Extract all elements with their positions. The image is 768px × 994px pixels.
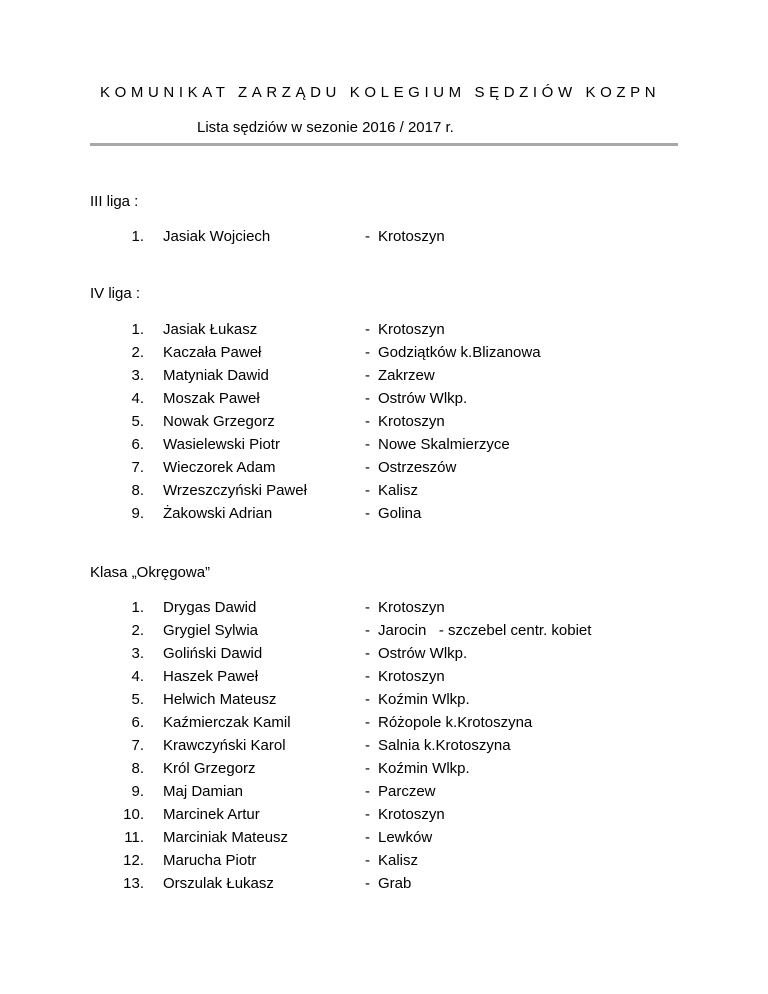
entry-number: 6. <box>131 436 144 453</box>
referee-name: Nowak Grzegorz <box>163 413 275 430</box>
location-text: Kalisz <box>378 852 419 869</box>
section-heading-iv-liga: IV liga : <box>90 285 141 302</box>
referee-name: Wieczorek Adam <box>163 459 276 476</box>
location-text: Krotoszyn <box>378 668 445 685</box>
entry-number: 3. <box>131 367 144 384</box>
referee-location <box>365 829 432 846</box>
list-item <box>0 622 768 645</box>
referee-name: Moszak Paweł <box>163 390 260 407</box>
list-item <box>0 482 768 505</box>
location-text: Krotoszyn <box>378 413 445 430</box>
entry-number: 4. <box>131 390 144 407</box>
list-item <box>0 806 768 829</box>
location-text: Kalisz <box>378 482 419 499</box>
location-text: Nowe Skalmierzyce <box>378 436 510 453</box>
referee-location <box>365 691 470 708</box>
referee-list-iv-liga <box>0 321 768 528</box>
list-item <box>0 321 768 344</box>
dash-separator: - <box>365 806 370 823</box>
entry-number: 3. <box>131 645 144 662</box>
dash-separator: - <box>365 367 370 384</box>
referee-name: Grygiel Sylwia <box>163 622 259 639</box>
list-item <box>0 737 768 760</box>
referee-location <box>365 714 532 731</box>
list-item <box>0 599 768 622</box>
entry-number: 7. <box>131 459 144 476</box>
referee-list-klasa-okregowa <box>0 599 768 898</box>
entry-number: 1. <box>131 599 144 616</box>
entry-number: 7. <box>131 737 144 754</box>
location-text: Krotoszyn <box>378 321 445 338</box>
location-text: Lewków <box>378 829 433 846</box>
referee-name: Goliński Dawid <box>163 645 263 662</box>
referee-location <box>365 344 541 361</box>
referee-name: Król Grzegorz <box>163 760 256 777</box>
referee-name: Wasielewski Piotr <box>163 436 280 453</box>
referee-name: Kaczała Paweł <box>163 344 262 361</box>
referee-location <box>365 806 445 823</box>
list-item <box>0 668 768 691</box>
list-item <box>0 829 768 852</box>
referee-name: Wrzeszczyński Paweł <box>163 482 307 499</box>
location-text: Jarocin - szczebel centr. kobiet <box>378 622 592 639</box>
referee-location <box>365 737 511 754</box>
list-item <box>0 228 768 251</box>
location-text: Koźmin Wlkp. <box>378 760 470 777</box>
dash-separator: - <box>365 436 370 453</box>
entry-number: 1. <box>131 228 144 245</box>
location-text: Ostrów Wlkp. <box>378 390 468 407</box>
location-text: Godziątków k.Blizanowa <box>378 344 541 361</box>
referee-name: Marcinek Artur <box>163 806 260 823</box>
location-text: Krotoszyn <box>378 228 445 245</box>
entry-number: 12. <box>123 852 144 869</box>
referee-location <box>365 321 445 338</box>
dash-separator: - <box>365 344 370 361</box>
referee-location <box>365 760 470 777</box>
referee-location <box>365 668 445 685</box>
referee-name: Jasiak Wojciech <box>163 228 271 245</box>
referee-name: Matyniak Dawid <box>163 367 269 384</box>
dash-separator: - <box>365 645 370 662</box>
referee-location <box>365 599 445 616</box>
section-heading-iii-liga: III liga : <box>90 193 139 210</box>
location-text: Krotoszyn <box>378 806 445 823</box>
dash-separator: - <box>365 691 370 708</box>
dash-separator: - <box>365 390 370 407</box>
list-item <box>0 645 768 668</box>
referee-location <box>365 413 445 430</box>
dash-separator: - <box>365 505 370 522</box>
referee-name: Helwich Mateusz <box>163 691 277 708</box>
list-item <box>0 459 768 482</box>
list-item <box>0 852 768 875</box>
list-item <box>0 413 768 436</box>
entry-number: 8. <box>131 482 144 499</box>
dash-separator: - <box>365 459 370 476</box>
dash-separator: - <box>365 852 370 869</box>
referee-location <box>365 645 467 662</box>
page-subtitle: Lista sędziów w sezonie 2016 / 2017 r. <box>197 119 454 136</box>
entry-number: 2. <box>131 622 144 639</box>
dash-separator: - <box>365 599 370 616</box>
location-text: Ostrzeszów <box>378 459 457 476</box>
dash-separator: - <box>365 760 370 777</box>
referee-location <box>365 505 421 522</box>
location-text: Krotoszyn <box>378 599 445 616</box>
entry-number: 9. <box>131 505 144 522</box>
entry-number: 10. <box>123 806 144 823</box>
list-item <box>0 691 768 714</box>
location-text: Różopole k.Krotoszyna <box>378 714 533 731</box>
referee-name: Krawczyński Karol <box>163 737 286 754</box>
dash-separator: - <box>365 228 370 245</box>
entry-number: 11. <box>124 829 144 846</box>
referee-name: Marucha Piotr <box>163 852 257 869</box>
location-text: Parczew <box>378 783 436 800</box>
referee-location <box>365 436 510 453</box>
referee-location <box>365 390 467 407</box>
referee-name: Żakowski Adrian <box>163 505 273 522</box>
entry-number: 5. <box>131 413 144 430</box>
entry-number: 8. <box>131 760 144 777</box>
entry-number: 13. <box>123 875 144 892</box>
list-item <box>0 714 768 737</box>
list-item <box>0 390 768 413</box>
dash-separator: - <box>365 737 370 754</box>
entry-number: 9. <box>131 783 144 800</box>
location-text: Koźmin Wlkp. <box>378 691 470 708</box>
entry-number: 1. <box>131 321 144 338</box>
referee-name: Maj Damian <box>163 783 244 800</box>
dash-separator: - <box>365 714 370 731</box>
dash-separator: - <box>365 829 370 846</box>
referee-name: Marciniak Mateusz <box>163 829 289 846</box>
list-item <box>0 436 768 459</box>
list-item <box>0 783 768 806</box>
referee-list-iii-liga <box>0 228 768 251</box>
referee-name: Haszek Paweł <box>163 668 259 685</box>
referee-location <box>365 783 436 800</box>
referee-location <box>365 875 411 892</box>
referee-name: Drygas Dawid <box>163 599 257 616</box>
dash-separator: - <box>365 622 370 639</box>
location-text: Golina <box>378 505 422 522</box>
referee-location <box>365 459 456 476</box>
referee-name: Kaźmierczak Kamil <box>163 714 291 731</box>
dash-separator: - <box>365 321 370 338</box>
entry-number: 5. <box>131 691 144 708</box>
list-item <box>0 505 768 528</box>
list-item <box>0 875 768 898</box>
dash-separator: - <box>365 482 370 499</box>
entry-number: 4. <box>131 668 144 685</box>
dash-separator: - <box>365 413 370 430</box>
referee-name: Orszulak Łukasz <box>163 875 274 892</box>
dash-separator: - <box>365 875 370 892</box>
location-text: Grab <box>378 875 412 892</box>
referee-location <box>365 228 445 245</box>
list-item <box>0 760 768 783</box>
title-divider <box>90 143 678 146</box>
location-text: Salnia k.Krotoszyna <box>378 737 511 754</box>
referee-location <box>365 852 418 869</box>
dash-separator: - <box>365 783 370 800</box>
entry-number: 2. <box>131 344 144 361</box>
location-text: Ostrów Wlkp. <box>378 645 468 662</box>
list-item <box>0 344 768 367</box>
dash-separator: - <box>365 668 370 685</box>
list-item <box>0 367 768 390</box>
page-title: KOMUNIKAT ZARZĄDU KOLEGIUM SĘDZIÓW KOZPN <box>100 84 661 101</box>
referee-location <box>365 482 418 499</box>
referee-location <box>365 367 435 384</box>
location-text: Zakrzew <box>378 367 435 384</box>
entry-number: 6. <box>131 714 144 731</box>
referee-name: Jasiak Łukasz <box>163 321 258 338</box>
section-heading-klasa-okregowa: Klasa „Okręgowa” <box>90 564 211 581</box>
referee-location <box>365 622 591 639</box>
